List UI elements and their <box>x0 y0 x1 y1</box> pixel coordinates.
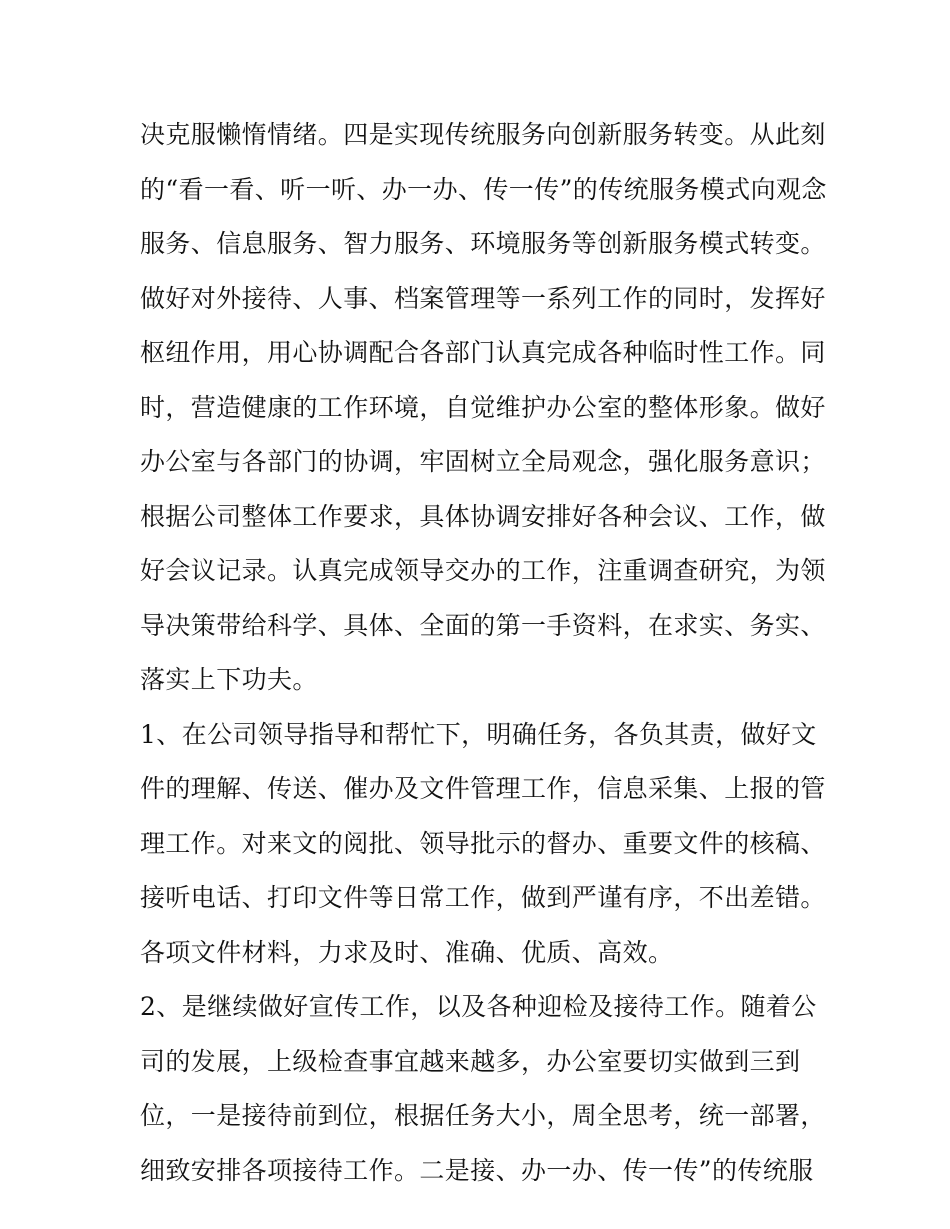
text-line: 司的发展，上级检查事宜越来越多，办公室要切实做到三到 <box>140 1046 801 1076</box>
text-line: 各项文件材料，力求及时、准确、优质、高效。 <box>140 937 674 967</box>
text-line: 细致安排各项接待工作。二是接、办一办、传一传”的传统服 <box>140 1155 814 1185</box>
text-line: 位，一是接待前到位，根据任务大小，周全思考，统一部署， <box>140 1101 826 1130</box>
text-line: 做好对外接待、人事、档案管理等一系列工作的同时，发挥好 <box>140 283 826 313</box>
document-body <box>140 108 827 1198</box>
text-line: 办公室与各部门的协调，牢固树立全局观念，强化服务意识； <box>140 447 826 476</box>
text-line: 服务、信息服务、智力服务、环境服务等创新服务模式转变。 <box>140 229 826 258</box>
text-line: 件的理解、传送、催办及文件管理工作，信息采集、上报的管 <box>140 774 826 803</box>
list-item-line: 2、是继续做好宣传工作，以及各种迎检及接待工作。随着公 <box>140 992 817 1021</box>
text-line: 枢纽作用，用心协调配合各部门认真完成各种临时性工作。同 <box>140 338 826 367</box>
text-line: 好会议记录。认真完成领导交办的工作，注重调查研究，为领 <box>140 556 826 585</box>
text-line: 理工作。对来文的阅批、领导批示的督办、重要文件的核稿、 <box>140 828 826 858</box>
text-line: 根据公司整体工作要求，具体协调安排好各种会议、工作，做 <box>140 501 826 531</box>
text-line: 落实上下功夫。 <box>140 665 318 694</box>
list-item-line: 1、在公司领导指导和帮忙下，明确任务，各负其责，做好文 <box>140 719 817 749</box>
text-line: 导决策带给科学、具体、全面的第一手资料，在求实、务实、 <box>140 610 826 640</box>
text-line: 时，营造健康的工作环境，自觉维护办公室的整体形象。做好 <box>140 392 826 422</box>
text-line: 的“看一看、听一听、办一办、传一传”的传统服务模式向观念 <box>140 174 827 204</box>
text-line: 接听电话、打印文件等日常工作，做到严谨有序，不出差错。 <box>140 883 826 912</box>
text-line: 决克服懒惰情绪。四是实现传统服务向创新服务转变。从此刻 <box>140 120 826 149</box>
